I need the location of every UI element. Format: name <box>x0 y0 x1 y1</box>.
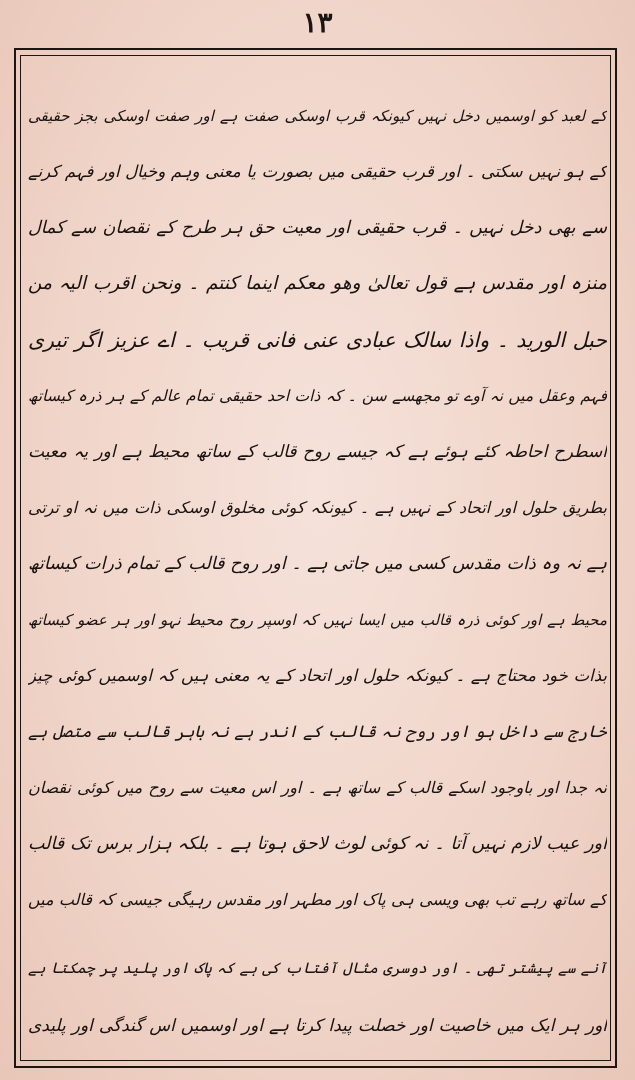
text-line-13: نہ جدا اور باوجود اسکے قالب کے ساتھ ہے ۔ اور اس معیت سے روح میں کوئی نقصان <box>28 778 607 797</box>
text-line-16: آنے سے پیشتر تھی ۔ اور دوسری مثال آفتاب کی ہے کہ پاک اور پلید پر چمکتا ہے <box>28 959 607 977</box>
text-line-3: سے بھی دخل نہیں ۔ قرب حقیقی اور معیت حق ہر طرح کے نقصان سے کمال <box>28 218 607 238</box>
text-line-17: اور ہر ایک میں خاصیت اور خصلت پیدا کرتا ہے اور اوسمیں اس گندگی اور پلیدی <box>28 1016 607 1036</box>
text-line-8: بطریق حلول اور اتحاد کے نہیں ہے ۔ کیونکہ کوئی مخلوق اوسکی ذات میں نہ او ترتی <box>28 498 607 517</box>
text-line-9: ہے نہ وہ ذات مقدس کسی میں جاتی ہے ۔ اور روح قالب کے تمام ذرات کیساتھ <box>28 554 607 574</box>
text-line-10: محیط ہے اور کوئی ذرہ قالب میں ایسا نہیں کہ اوسپر روح محیط نہو اور ہر عضو کیساتھ <box>28 611 607 629</box>
text-line-14: اور عیب لازم نہیں آتا ۔ نہ کوئی لوث لاحق ہوتا ہے ۔ بلکہ ہزار برس تک قالب <box>28 834 607 854</box>
text-line-7: اسطرح احاطہ کئے ہوئے ہے کہ جیسے روح قالب کے ساتھ محیط ہے اور یہ معیت <box>28 442 607 462</box>
text-line-5: حبل الورید ۔ واذا سالک عبادی عنی فانی قریب ۔ اے عزیز اگر تیری <box>28 328 607 352</box>
text-line-12: خارج سے داخل ہو اور روح نہ قالب کے اندر ہے نہ باہر قالب سے متصل ہے <box>28 722 607 741</box>
page-number: ۱۳ <box>302 6 333 39</box>
text-line-15: کے ساتھ رہے تب بھی ویسی ہی پاک اور مطہر اور مقدس رہیگی جیسی کہ قالب میں <box>28 890 607 909</box>
text-line-2: کے ہو نہیں سکتی ۔ اور قرب حقیقی میں بصورت یا معنی وہم وخیال اور فہم کرنے <box>28 162 607 181</box>
text-line-4: منزہ اور مقدس ہے قول تعالیٰ وھو معکم اینما کنتم ۔ ونحن اقرب الیہ من <box>28 273 607 294</box>
text-line-6: فہم وعقل میں نہ آوے تو مجھسے سن ۔ کہ ذات احد حقیقی تمام عالم کے ہر ذرہ کیساتھ <box>28 387 607 405</box>
text-line-1: کے لعبد کو اوسمیں دخل نہیں کیونکہ قرب اوسکی صفت ہے اور صفت اوسکی بجز حقیقی <box>28 107 607 125</box>
text-line-11: بذات خود محتاج ہے ۔ کیونکہ حلول اور اتحاد کے یہ معنی ہیں کہ اوسمیں کوئی چیز <box>28 666 607 685</box>
urdu-text-block <box>28 92 607 1052</box>
